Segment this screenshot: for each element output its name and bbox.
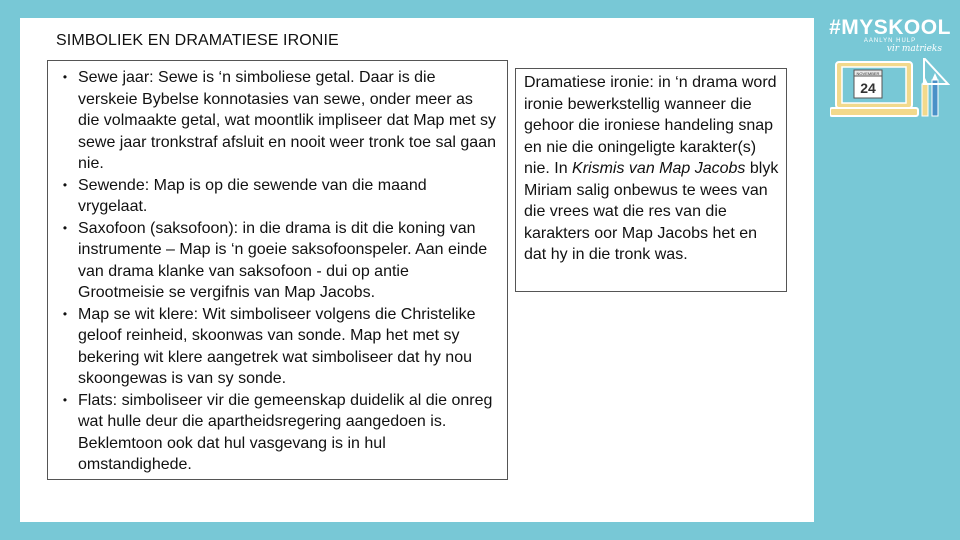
brand-script: vir matrieks — [886, 44, 942, 54]
list-item-text: Sewe jaar: Sewe is ‘n simboliese getal. Daar is die verskeie Bybelse konnotasies van sewe, onder meer as die volmaakte getal, wat moontlik impliseer dat Map met sy sewe jaar tronkstraf afsluit en nooit weer tronk toe sal gaan nie. — [78, 69, 496, 172]
slide-canvas — [20, 18, 814, 522]
list-item — [58, 67, 497, 175]
list-item — [58, 304, 497, 390]
slide-title: SIMBOLIEK EN DRAMATIESE IRONIE — [56, 32, 339, 49]
irony-text-start: Dramatiese ironie: in ‘n drama word ironie bewerkstellig wanneer die gehoor die ironiese handeling snap en nie die oningeligte karakter(s) nie. In — [524, 74, 777, 177]
symbolism-box — [47, 60, 508, 480]
school-supplies-icon — [830, 58, 950, 124]
bullet-icon: • — [62, 70, 68, 84]
calendar-day-label: 24 — [860, 80, 876, 96]
list-item — [58, 390, 497, 476]
list-item — [58, 218, 497, 304]
brand-subtitle: AANLYN HULP — [863, 38, 917, 44]
symbolism-list — [58, 67, 497, 476]
myskool-logo — [828, 16, 952, 54]
bullet-icon: • — [62, 306, 68, 321]
bullet-icon: • — [62, 220, 68, 235]
list-item-text: Saxofoon (saksofoon): in die drama is dit die koning van instrumente – Map is ‘n goeie saksofoonspeler. Aan einde van drama klanke van saksofoon - dui op antie Grootmeisie se vergifnis van Map Jacobs. — [78, 219, 488, 301]
bullet-icon: • — [62, 392, 68, 407]
list-item-text: Flats: simboliseer vir die gemeenskap duidelik al die onreg wat hulle deur die apartheidsregering aangedoen is. Beklemtoon ook dat hul vasgevang is in hul omstandighede. — [78, 391, 493, 473]
calendar-month-label: NOVEMBER — [856, 71, 880, 76]
irony-text-end: blyk Miriam salig onbewus te wees van die vrees wat die res van die karakters oor Map Jacobs het en dat hy in die tronk was. — [524, 160, 779, 263]
list-item — [58, 175, 497, 218]
brand-name: #MYSKOOL — [829, 16, 951, 39]
calendar-icon — [854, 70, 882, 98]
list-item-text: Map se wit klere: Wit simboliseer volgens die Christelike geloof reinheid, skoonwas van sonde. Map het met sy bekering wit klere aangetrek wat simboliseer dat hy nou skoongewas is van sy sonde. — [78, 305, 476, 387]
play-title: Krismis van Map Jacobs — [572, 160, 746, 177]
bullet-icon: • — [62, 177, 68, 192]
list-item-text: Sewende: Map is op die sewende van die maand vrygelaat. — [78, 176, 427, 215]
dramatic-irony-box — [515, 68, 787, 292]
